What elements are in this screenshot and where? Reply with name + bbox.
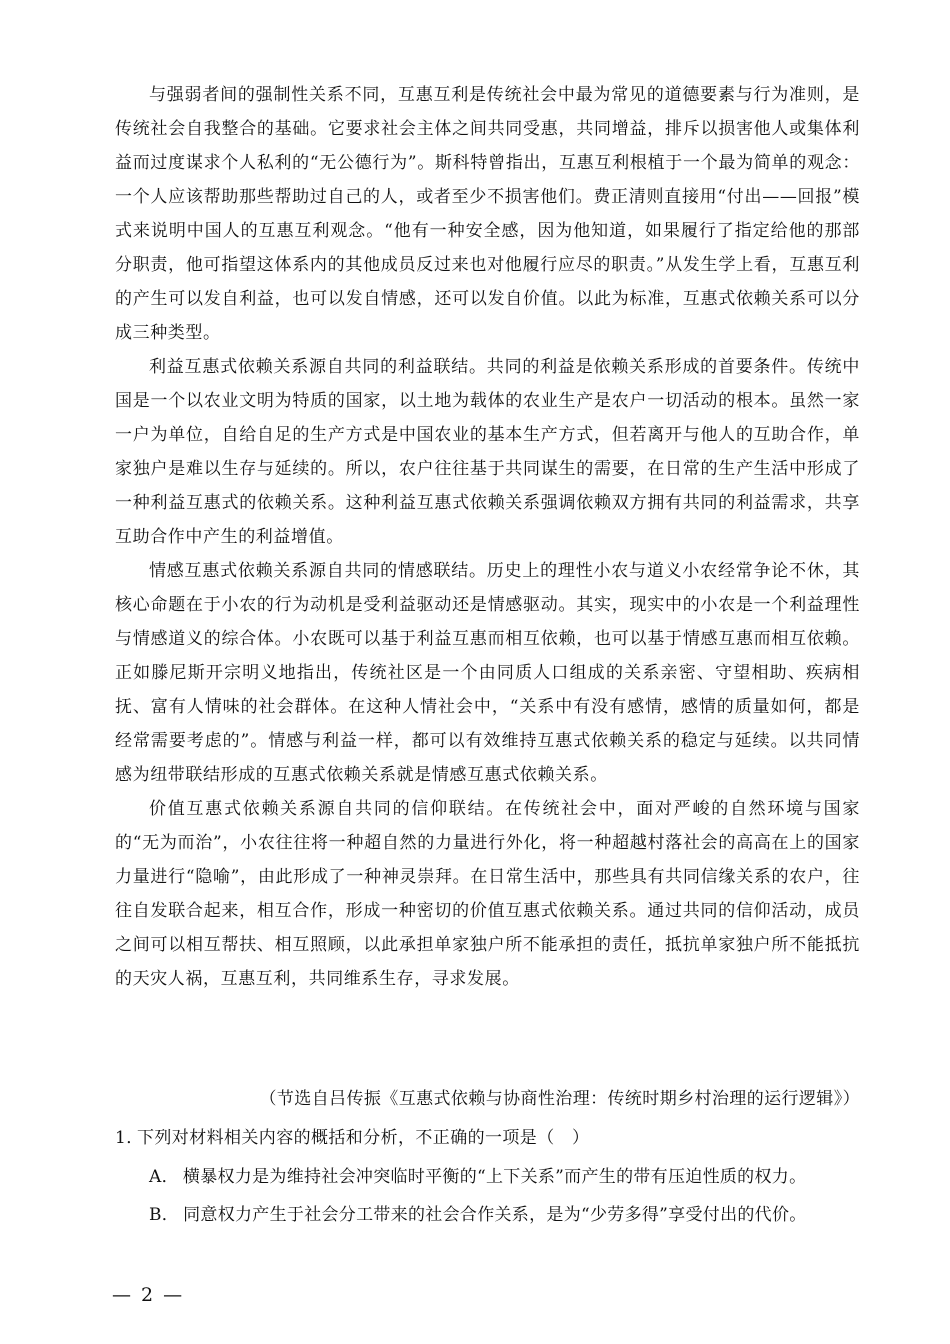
paragraph-intro: 与强弱者间的强制性关系不同，互惠互利是传统社会中最为常见的道德要素与行为准则，是传统社会自我整合的基础。它要求社会主体之间共同受惠，共同增益，排斥以损害他人或集体利益而过度谋求个人私利的“无公德行为”。斯科特曾指出，互惠互利根植于一个最为简单的观念：一个人应该帮助那些帮助过自己的人，或者至少不损害他们。费正清则直接用“付出——回报”模式来说明中国人的互惠互利观念。“他有一种安全感，因为他知道，如果履行了指定给他的那部分职责，他可指望这体系内的其他成员反过来也对他履行应尽的职责。”从发生学上看，互惠互利的产生可以发自利益，也可以发自情感，还可以发自价值。以此为标准，互惠式依赖关系可以分成三种类型。 (115, 85, 860, 343)
article-body (115, 78, 860, 996)
page-number: — 2 — (112, 1284, 185, 1306)
question-number: 1． (115, 1128, 144, 1148)
question-text: 下列对材料相关内容的概括和分析，不正确的一项是（ ） (137, 1128, 590, 1148)
option-a (115, 1160, 806, 1194)
source-citation: （节选自吕传振《互惠式依赖与协商性治理：传统时期乡村治理的运行逻辑》） (259, 1089, 860, 1109)
paragraph-emotion: 情感互惠式依赖关系源自共同的情感联结。历史上的理性小农与道义小农经常争论不休，其核心命题在于小农的行为动机是受利益驱动还是情感驱动。其实，现实中的小农是一个利益理性与情感道义的综合体。小农既可以基于利益互惠而相互依赖，也可以基于情感互惠而相互依赖。正如滕尼斯开宗明义地指出，传统社区是一个由同质人口组成的关系亲密、守望相助、疾病相抚、富有人情味的社会群体。在这种人情社会中，“关系中有没有感情，感情的质量如何，都是经常需要考虑的”。情感与利益一样，都可以有效维持互惠式依赖关系的稳定与延续。以共同情感为纽带联结形成的互惠式依赖关系就是情感互惠式依赖关系。 (115, 561, 860, 785)
paragraph-interest: 利益互惠式依赖关系源自共同的利益联结。共同的利益是依赖关系形成的首要条件。传统中国是一个以农业文明为特质的国家，以土地为载体的农业生产是农户一切活动的根本。虽然一家一户为单位，自给自足的生产方式是中国农业的基本生产方式，但若离开与他人的互助合作，单家独户是难以生存与延续的。所以，农户往往基于共同谋生的需要，在日常的生产生活中形成了一种利益互惠式的依赖关系。这种利益互惠式依赖关系强调依赖双方拥有共同的利益需求，共享互助合作中产生的利益增值。 (115, 357, 860, 547)
option-b (115, 1198, 807, 1232)
option-text: 横暴权力是为维持社会冲突临时平衡的“上下关系”而产生的带有压迫性质的权力。 (182, 1167, 807, 1187)
option-key: B． (149, 1205, 180, 1225)
option-key: A． (149, 1167, 179, 1187)
option-text: 同意权力产生于社会分工带来的社会合作关系，是为“少劳多得”享受付出的代价。 (183, 1205, 807, 1225)
paragraph-value: 价值互惠式依赖关系源自共同的信仰联结。在传统社会中，面对严峻的自然环境与国家的“无为而治”，小农往往将一种超自然的力量进行外化，将一种超越村落社会的高高在上的国家力量进行“隐喻”，由此形成了一种神灵崇拜。在日常生活中，那些具有共同信缘关系的农户，往往自发联合起来，相互合作，形成一种密切的价值互惠式依赖关系。通过共同的信仰活动，成员之间可以相互帮扶、相互照顾，以此承担单家独户所不能承担的责任，抵抗单家独户所不能抵抗的天灾人祸，互惠互利，共同维系生存，寻求发展。 (115, 799, 860, 989)
question-1 (115, 1121, 589, 1155)
